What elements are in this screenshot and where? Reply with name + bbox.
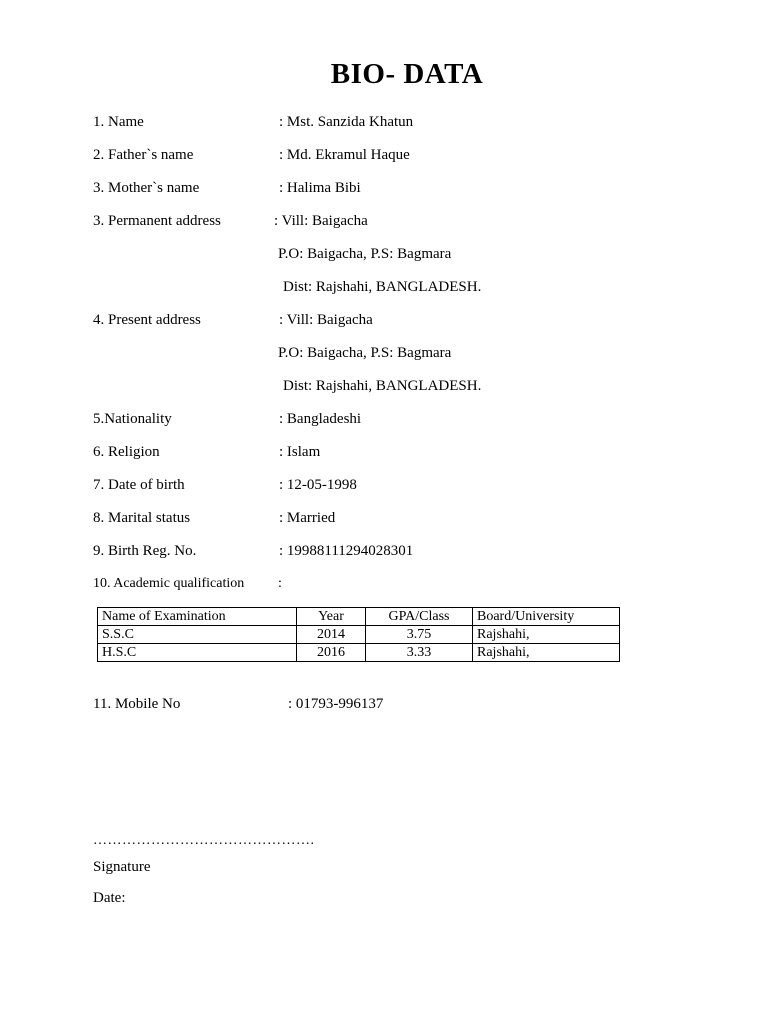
present-address-line-2: P.O: Baigacha, P.S: Bagmara bbox=[278, 345, 452, 361]
table-header-cell: Board/University bbox=[473, 608, 620, 626]
table-header-cell: Name of Examination bbox=[98, 608, 297, 626]
table-cell: 3.75 bbox=[366, 626, 473, 644]
field-label: 4. Present address bbox=[93, 312, 201, 328]
academic-table bbox=[97, 607, 620, 662]
field-label: 6. Religion bbox=[93, 444, 160, 460]
table-cell: Rajshahi, bbox=[473, 644, 620, 662]
signature-line: ………………………………………. bbox=[93, 833, 315, 848]
field-label: 11. Mobile No bbox=[93, 696, 181, 712]
field-label: 10. Academic qualification bbox=[93, 576, 245, 591]
field-value: : Vill: Baigacha bbox=[279, 312, 373, 328]
field-value: : 19988111294028301 bbox=[279, 543, 414, 559]
table-row bbox=[98, 626, 620, 644]
field-label: 5.Nationality bbox=[93, 411, 172, 427]
field-value: : bbox=[278, 576, 282, 591]
field-value: : Bangladeshi bbox=[279, 411, 362, 427]
document-title: BIO- DATA bbox=[330, 58, 484, 90]
table-row bbox=[98, 644, 620, 662]
field-value: : Md. Ekramul Haque bbox=[279, 147, 410, 163]
field-value: : Halima Bibi bbox=[279, 180, 361, 196]
table-cell: 2014 bbox=[297, 626, 366, 644]
date-label: Date: bbox=[93, 890, 126, 906]
table-header-cell: GPA/Class bbox=[366, 608, 473, 626]
permanent-address-line-2: P.O: Baigacha, P.S: Bagmara bbox=[278, 246, 452, 262]
field-label: 1. Name bbox=[93, 114, 144, 130]
table-header-cell: Year bbox=[297, 608, 366, 626]
field-label: 7. Date of birth bbox=[93, 477, 185, 493]
table-cell: H.S.C bbox=[98, 644, 297, 662]
table-header-row bbox=[98, 608, 620, 626]
field-label: 3. Permanent address bbox=[93, 213, 221, 229]
table-cell: 3.33 bbox=[366, 644, 473, 662]
field-label: 9. Birth Reg. No. bbox=[93, 543, 197, 559]
table-cell: 2016 bbox=[297, 644, 366, 662]
field-value: : 12-05-1998 bbox=[279, 477, 357, 493]
field-label: 2. Father`s name bbox=[93, 147, 194, 163]
field-label: 3. Mother`s name bbox=[93, 180, 200, 196]
field-value: : Mst. Sanzida Khatun bbox=[279, 114, 414, 130]
signature-label: Signature bbox=[93, 859, 151, 875]
field-value: : Islam bbox=[279, 444, 321, 460]
field-value: : Vill: Baigacha bbox=[274, 213, 368, 229]
permanent-address-line-3: Dist: Rajshahi, BANGLADESH. bbox=[283, 279, 482, 295]
field-value: : Married bbox=[279, 510, 336, 526]
field-value: : 01793-996137 bbox=[288, 696, 384, 712]
field-label: 8. Marital status bbox=[93, 510, 191, 526]
table-cell: S.S.C bbox=[98, 626, 297, 644]
present-address-line-3: Dist: Rajshahi, BANGLADESH. bbox=[283, 378, 482, 394]
table-cell: Rajshahi, bbox=[473, 626, 620, 644]
